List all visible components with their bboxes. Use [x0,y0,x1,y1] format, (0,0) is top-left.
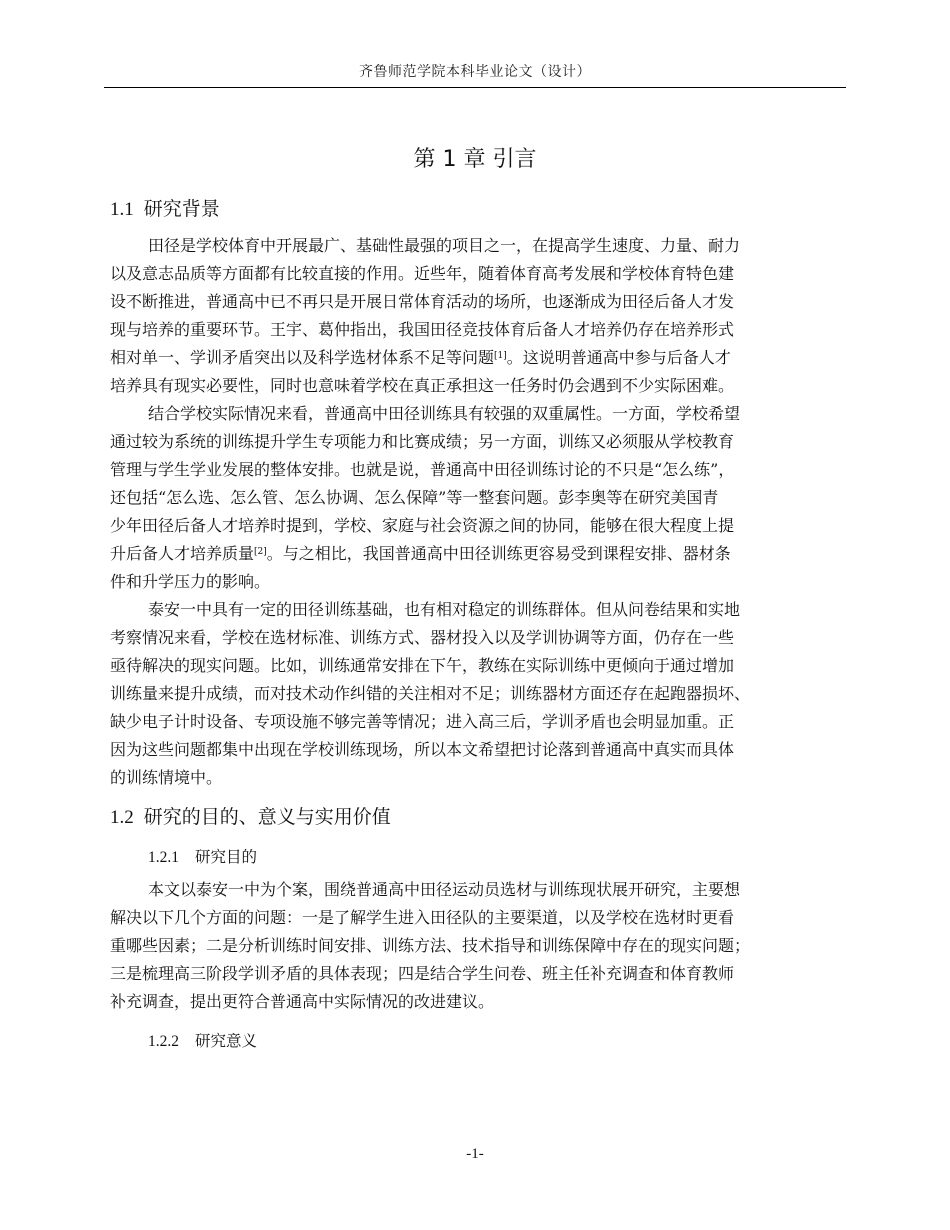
text-line: 结合学校实际情况来看，普通高中田径训练具有较强的双重属性。一方面，学校希望 [148,404,741,423]
text-line-with-citation [110,344,846,372]
section-heading-1-1 [110,194,220,221]
chapter-title: 第 1 章 引言 [413,147,537,172]
subsection-number: 1.2.1 [148,849,179,866]
paragraph-research-purpose [110,876,846,1016]
paragraph-background-2 [110,400,846,596]
text-line: 少年田径后备人才培养时提到，学校、家庭与社会资源之间的协同，能够在很大程度上提 [110,516,735,535]
text-line: 的训练情境中。 [110,768,223,787]
paragraph-background-3 [110,596,846,792]
text-line-with-citation [110,540,846,568]
text-line: 件和升学压力的影响。 [110,572,271,591]
citation-marker: [1] [494,351,507,361]
text-line: 三是梳理高三阶段学训矛盾的具体表现；四是结合学生问卷、班主任补充调查和体育教师 [110,964,735,983]
paragraph-background-1 [110,232,846,400]
text-fragment: 。这说明普通高中参与后备人才 [506,348,731,367]
text-line: 还包括“怎么选、怎么管、怎么协调、怎么保障”等一整套问题。彭李奥等在研究美国青 [110,488,719,507]
text-line: 亟待解决的现实问题。比如，训练通常安排在下午，教练在实际训练中更倾向于通过增加 [110,656,735,675]
subsection-title: 研究意义 [195,1032,258,1050]
text-line: 训练量来提升成绩，而对技术动作纠错的关注相对不足；训练器材方面还存在起跑器损坏、 [110,684,751,703]
text-line: 本文以泰安一中为个案，围绕普通高中田径运动员选材与训练现状展开研究，主要想 [148,880,741,899]
text-line: 现与培养的重要环节。王宇、葛仲指出，我国田径竞技体育后备人才培养仍存在培养形式 [110,320,735,339]
text-fragment: 相对单一、学训矛盾突出以及科学选材体系不足等问题 [110,348,495,367]
section-heading-1-2 [110,802,391,829]
citation-marker: [2] [254,547,267,557]
text-line: 重哪些因素；二是分析训练时间安排、训练方法、技术指导和训练保障中存在的现实问题； [110,936,751,955]
text-line: 考察情况来看，学校在选材标准、训练方式、器材投入以及学训协调等方面，仍存在一些 [110,628,735,647]
text-line: 解决以下几个方面的问题：一是了解学生进入田径队的主要渠道，以及学校在选材时更看 [110,908,735,927]
subsection-heading-1-2-1 [148,845,257,867]
text-fragment: 升后备人才培养质量 [110,544,255,563]
text-line: 以及意志品质等方面都有比较直接的作用。近些年，随着体育高考发展和学校体育特色建 [110,264,735,283]
text-fragment: 。与之相比，我国普通高中田径训练更容易受到课程安排、器材条 [266,544,731,563]
subsection-title: 研究目的 [195,848,258,866]
subsection-number: 1.2.2 [148,1033,179,1050]
text-line: 田径是学校体育中开展最广、基础性最强的项目之一，在提高学生速度、力量、耐力 [148,236,741,255]
section-number: 1.2 [110,807,134,828]
text-line: 因为这些问题都集中出现在学校训练现场，所以本文希望把讨论落到普通高中真实而具体 [110,740,735,759]
section-title: 研究的目的、意义与实用价值 [143,806,391,828]
text-line: 补充调查，提出更符合普通高中实际情况的改进建议。 [110,992,495,1011]
text-line: 培养具有现实必要性，同时也意味着学校在真正承担这一任务时仍会遇到不少实际困难。 [110,376,735,395]
header-rule [104,87,846,88]
running-header: 齐鲁师范学院本科毕业论文（设计） [359,64,591,80]
page-number: -1- [466,1146,484,1162]
text-line: 设不断推进，普通高中已不再只是开展日常体育活动的场所，也逐渐成为田径后备人才发 [110,292,735,311]
section-title: 研究背景 [143,198,220,220]
text-line: 缺少电子计时设备、专项设施不够完善等情况；进入高三后，学训矛盾也会明显加重。正 [110,712,735,731]
text-line: 管理与学生学业发展的整体安排。也就是说，普通高中田径训练讨论的不只是“怎么练”， [110,460,735,479]
text-line: 泰安一中具有一定的田径训练基础，也有相对稳定的训练群体。但从问卷结果和实地 [148,600,741,619]
section-number: 1.1 [110,199,134,220]
text-line: 通过较为系统的训练提升学生专项能力和比赛成绩；另一方面，训练又必须服从学校教育 [110,432,735,451]
subsection-heading-1-2-2 [148,1029,257,1051]
